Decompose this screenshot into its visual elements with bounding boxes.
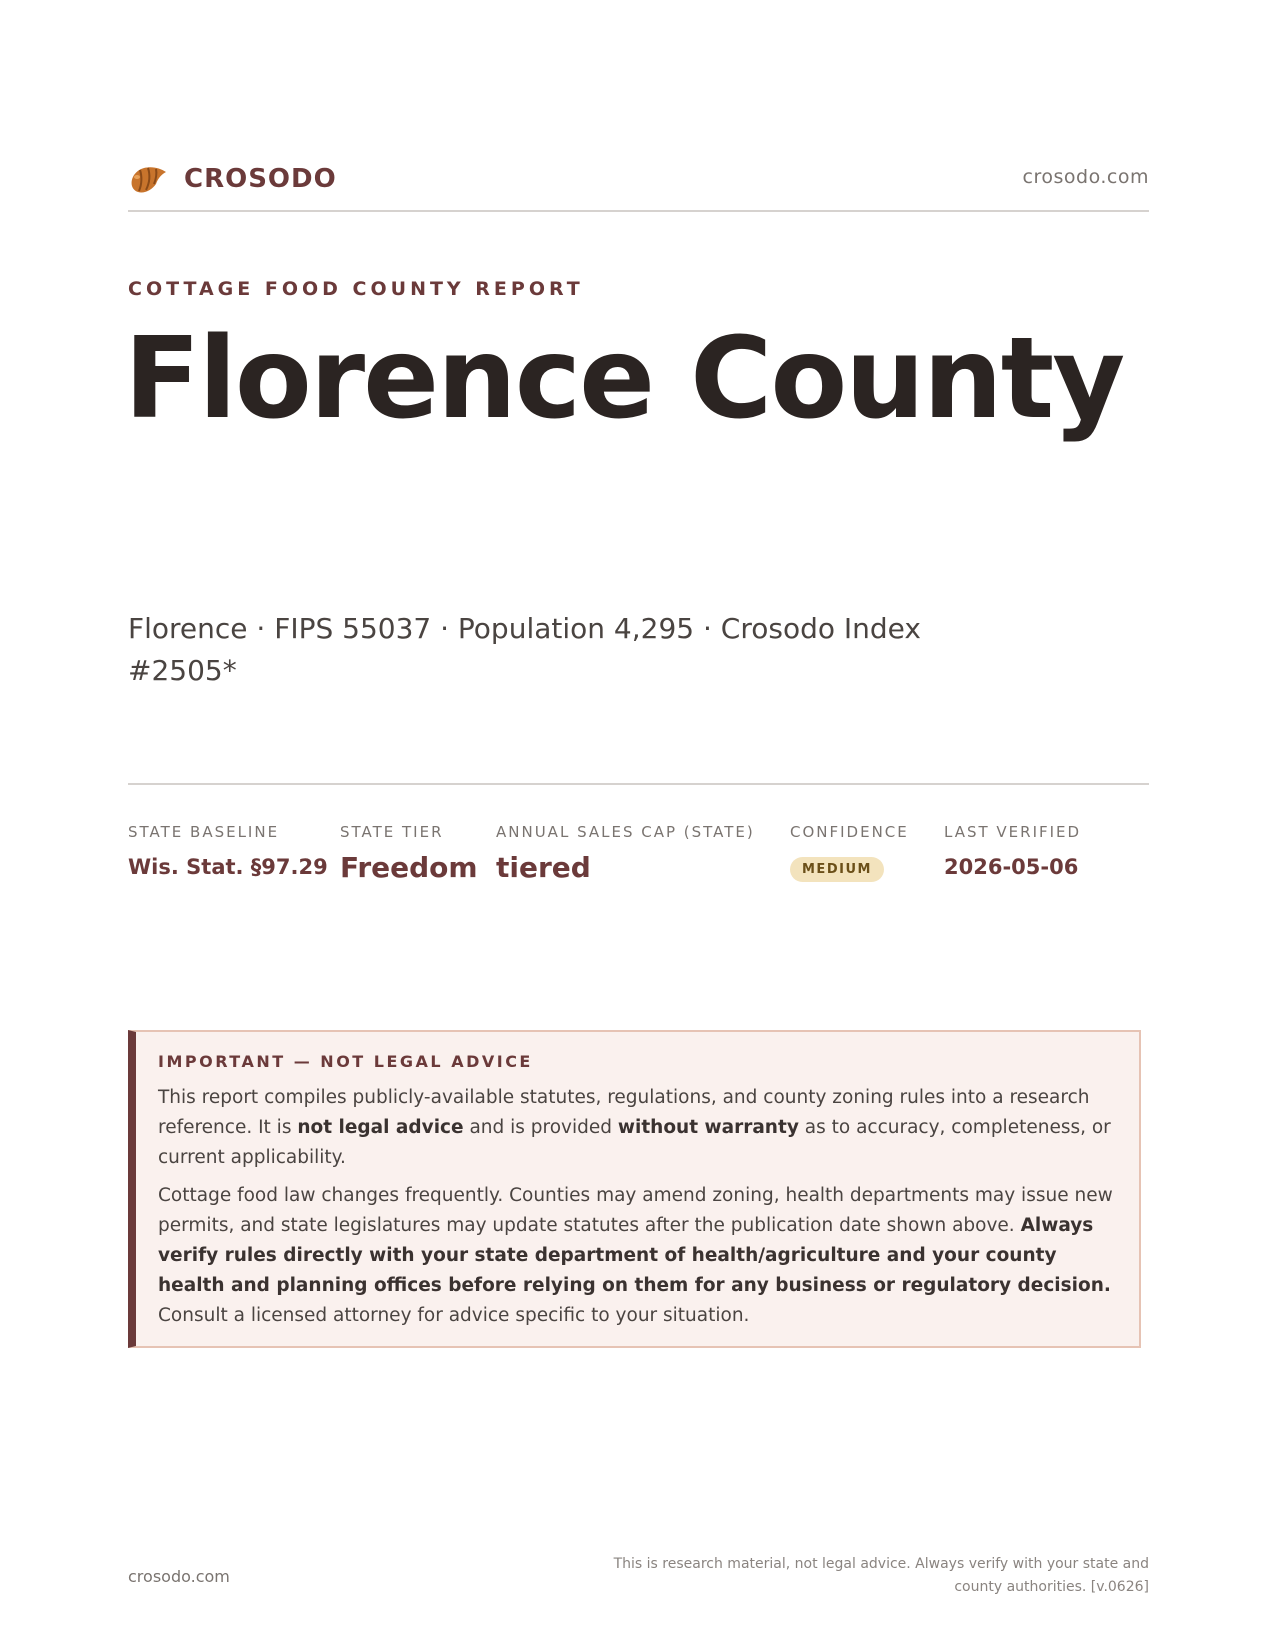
stat-confidence (790, 823, 909, 882)
notice-emphasis: not legal advice (297, 1117, 464, 1138)
page-header (128, 158, 1149, 212)
footer-site[interactable]: crosodo.com (128, 1567, 230, 1586)
stats-row (128, 783, 1149, 884)
report-subtitle: Florence · FIPS 55037 · Population 4,295 · Crosodo Index #2505* (128, 612, 921, 687)
stat-annual-sales-cap (496, 823, 755, 884)
stat-label: STATE BASELINE (128, 823, 280, 841)
site-link[interactable]: crosodo.com (1022, 166, 1149, 188)
stat-label: LAST VERIFIED (944, 823, 1082, 841)
report-page (124, 0, 1149, 1650)
notice-emphasis: without warranty (617, 1117, 799, 1138)
confidence-badge: MEDIUM (790, 857, 884, 882)
stat-value: 2026-05-06 (944, 855, 1079, 879)
croissant-icon (128, 160, 170, 198)
legal-notice (128, 1030, 1141, 1348)
stat-state-baseline (128, 823, 328, 879)
notice-text: Cottage food law changes frequently. Counties may amend zoning, health departments may issue new permits, and state legislatures may update statutes after the publication date shown above. (158, 1185, 1113, 1236)
notice-text: as to accuracy, completeness, or current applicability. (158, 1117, 1111, 1168)
stat-label: CONFIDENCE (790, 823, 909, 841)
notice-emphasis: Always verify rules directly with your state department of health/agriculture and your county health and planning offices before relying on them for any business or regulatory decision. (158, 1215, 1111, 1296)
stat-value: Wis. Stat. §97.29 (128, 855, 328, 879)
stat-value: tiered (496, 851, 591, 884)
report-eyebrow: COTTAGE FOOD COUNTY REPORT (128, 278, 584, 300)
notice-text: This report compiles publicly-available statutes, regulations, and county zoning rules into a research reference. It is (158, 1087, 1090, 1138)
stat-value: Freedom (340, 851, 478, 884)
brand-name: CROSODO (184, 164, 337, 194)
stat-label: STATE TIER (340, 823, 444, 841)
notice-text: and is provided (463, 1117, 618, 1138)
notice-paragraph (158, 1181, 1118, 1331)
footer-disclaimer: This is research material, not legal advice. Always verify with your state and county authorities. [v.0626] (613, 1556, 1149, 1595)
notice-text: Consult a licensed attorney for advice specific to your situation. (158, 1305, 750, 1326)
page-title: Florence County (124, 314, 1124, 444)
stat-state-tier (340, 823, 478, 884)
notice-paragraph (158, 1083, 1118, 1173)
notice-title: IMPORTANT — NOT LEGAL ADVICE (158, 1052, 533, 1071)
stat-last-verified (944, 823, 1081, 879)
brand (128, 160, 337, 198)
stat-label: ANNUAL SALES CAP (STATE) (496, 823, 755, 841)
